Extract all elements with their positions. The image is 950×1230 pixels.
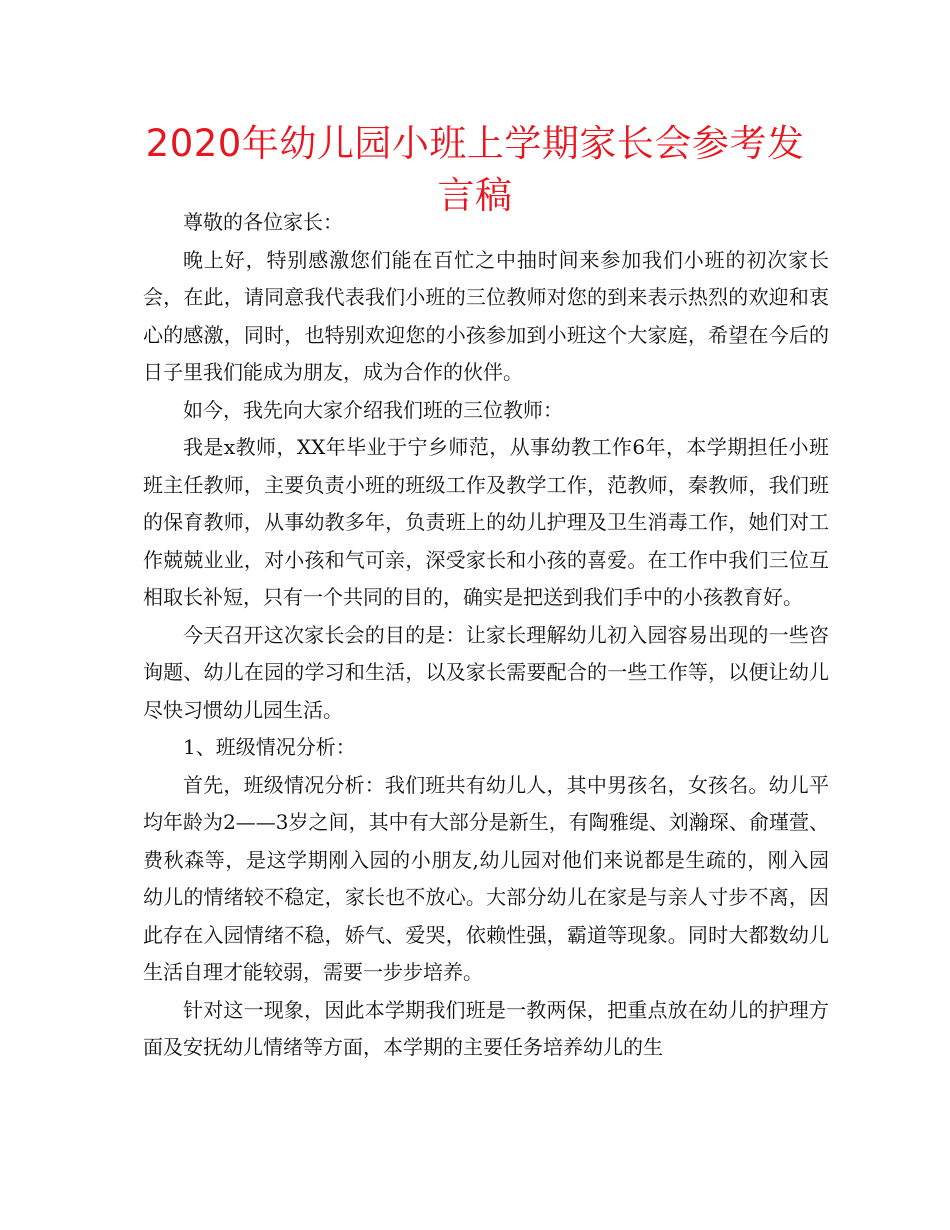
paragraph-welcome: 晚上好，特别感激您们能在百忙之中抽时间来参加我们小班的初次家长会，在此，请同意我代表我们小班的三位教师对您的到来表示热烈的欢迎和衷心的感激，同时，也特别欢迎您的小孩参加到小班这个大家庭，希望在今后的日子里我们能成为朋友，成为合作的伙伴。	[143, 247, 829, 384]
document-title: 2020年幼儿园小班上学期家长会参考发言稿	[145, 122, 805, 217]
section-heading-class-analysis: 1、班级情况分析：	[183, 735, 356, 759]
paragraph-teacher-details: 我是x教师，XX年毕业于宁乡师范，从事幼教工作6年，本学期担任小班班主任教师，主要负责小班的班级工作及教学工作，范教师，秦教师，我们班的保育教师，从事幼教多年，负责班上的幼儿护理及卫生消毒工作，她们对工作兢兢业业，对小孩和气可亲，深受家长和小孩的喜爱。在工作中我们三位互相取长补短，只有一个共同的目的，确实是把送到我们手中的小孩教育好。	[143, 435, 829, 609]
paragraph-class-analysis: 首先，班级情况分析：我们班共有幼儿人，其中男孩名，女孩名。幼儿平均年龄为2——3岁之间，其中有大部分是新生，有陶雅缇、刘瀚琛、俞瑾萱、费秋森等，是这学期刚入园的小朋友,幼儿园对他们来说都是生疏的，刚入园幼儿的情绪较不稳定，家长也不放心。大部分幼儿在家是与亲人寸步不离，因此存在入园情绪不稳，娇气、爱哭，依赖性强，霸道等现象。同时大都数幼儿生活自理才能较弱，需要一步步培养。	[143, 772, 829, 984]
paragraph-greeting: 尊敬的各位家长：	[183, 210, 343, 234]
paragraph-intro-teachers: 如今，我先向大家介绍我们班的三位教师：	[183, 397, 563, 422]
paragraph-meeting-purpose: 今天召开这次家长会的目的是：让家长理解幼儿初入园容易出现的一些咨询题、幼儿在园的学习和生活，以及家长需要配合的一些工作等，以便让幼儿尽快习惯幼儿园生活。	[143, 622, 829, 722]
paragraph-response: 针对这一现象，因此本学期我们班是一教两保，把重点放在幼儿的护理方面及安抚幼儿情绪等方面，本学期的主要任务培养幼儿的生	[143, 997, 829, 1059]
document-body	[143, 204, 829, 1067]
